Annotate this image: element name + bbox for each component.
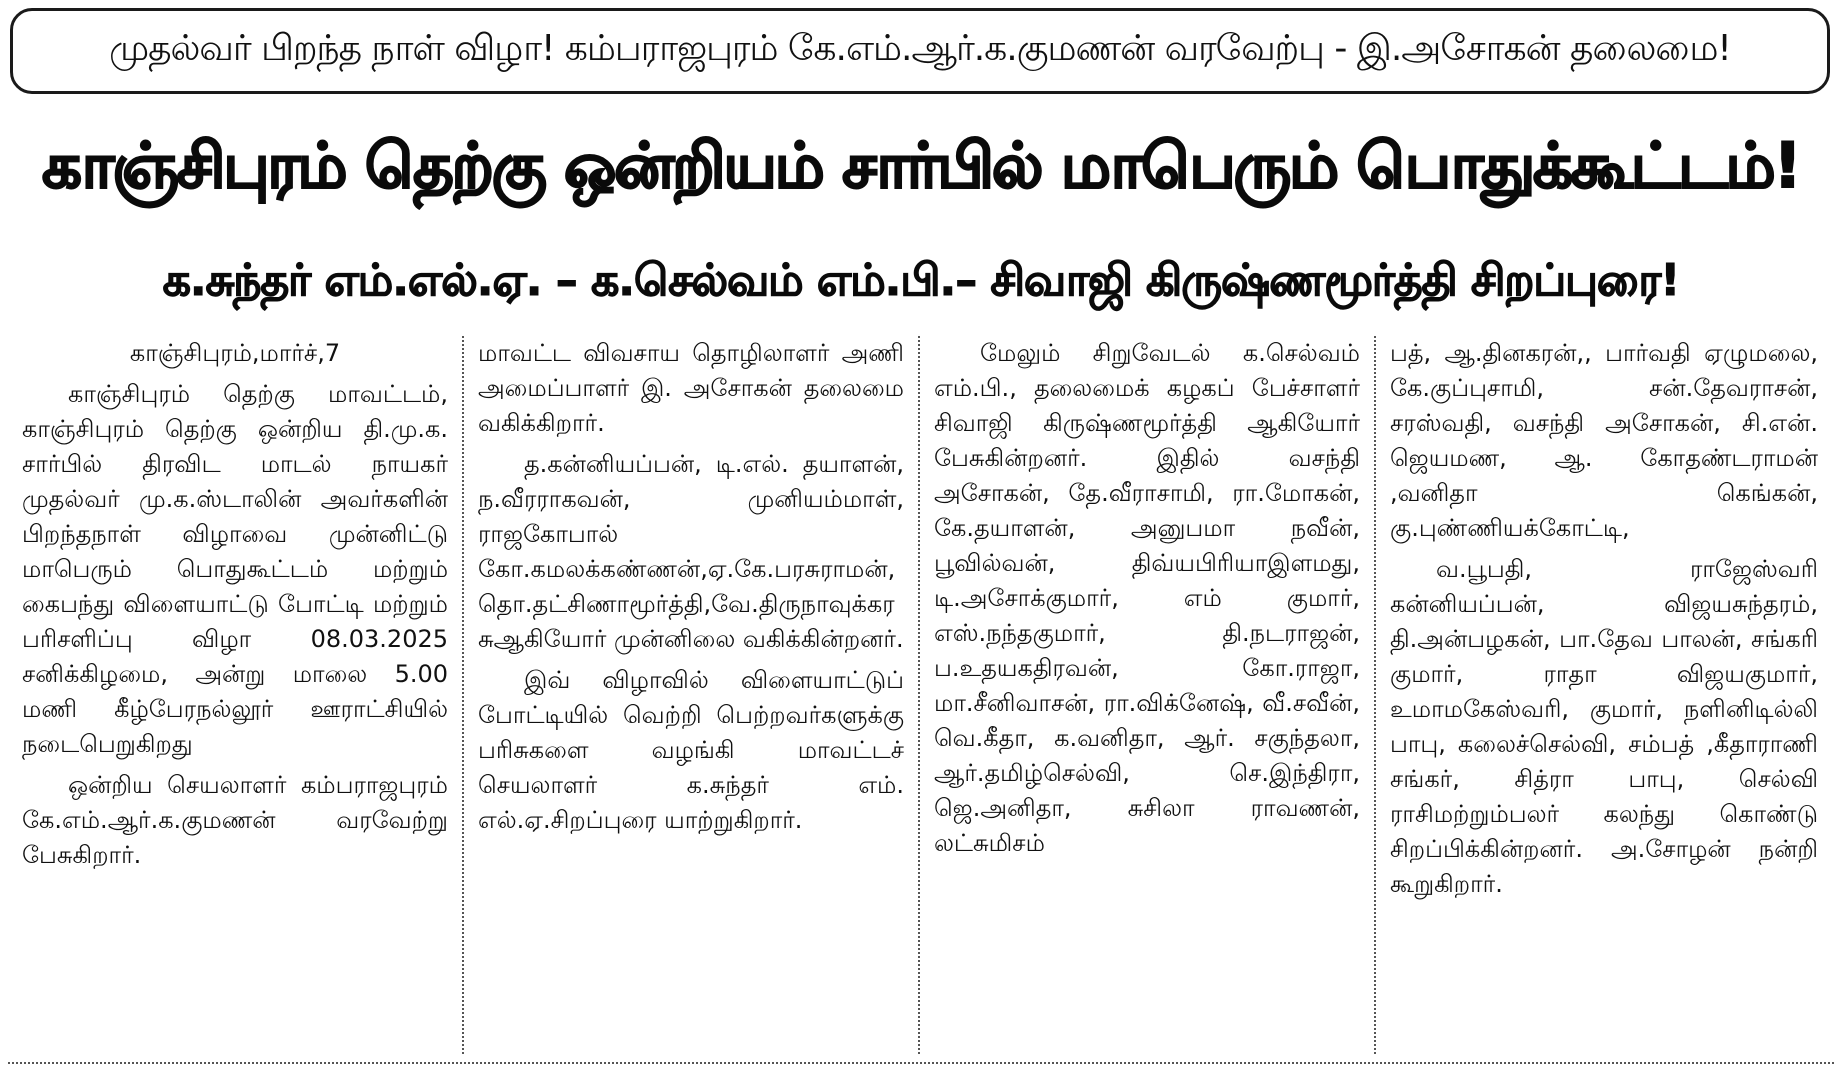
paragraph: த.கன்னியப்பன், டி.எல். தயாளன், ந.வீரராகவன், முனியம்மாள், ராஜகோபால் கோ.கமலக்கண்ணன்,ஏ.கே.பரசுராமன்,தொ.தட்சிணாமூர்த்தி,வே.திருநாவுக்கரசுஆகியோர் முன்னிலை வகிக்கின்றனர். bbox=[478, 450, 904, 653]
paragraph: மாவட்ட விவசாய தொழிலாளர் அணி அமைப்பாளர் இ. அசோகன் தலைமை வகிக்கிறார். bbox=[478, 339, 904, 437]
subheadline-text: க.சுந்தர் எம்.எல்.ஏ. – க.செல்வம் எம்.பி.– சிவாஜி கிருஷ்ணமூர்த்தி சிறப்புரை! bbox=[162, 254, 1680, 306]
column-1 bbox=[8, 336, 464, 1054]
subheadline bbox=[0, 238, 1842, 328]
column-4 bbox=[1376, 336, 1832, 1054]
bottom-divider bbox=[8, 1062, 1834, 1064]
column-3 bbox=[920, 336, 1376, 1054]
paragraph: மேலும் சிறுவேடல் க.செல்வம் எம்.பி., தலைமைக் கழகப் பேச்சாளர் சிவாஜி கிருஷ்ணமூர்த்தி ஆகியோர் பேசுகின்றனர். இதில் வசந்தி அசோகன், தே.வீராசாமி, ரா.மோகன், கே.தயாளன், அனுபமா நவீன், பூவில்வன், திவ்யபிரியாஇளமது, டி.அசோக்குமார், எம் குமார், எஸ்.நந்தகுமார், தி.நடராஜன், ப.உதயகதிரவன், கோ.ராஜா, மா.சீனிவாசன், ரா.விக்னேஷ், வீ.சவீன், வெ.கீதா, க.வனிதா, ஆர். சகுந்தலா, ஆர்.தமிழ்செல்வி, செ.இந்திரா, ஜெ.அனிதா, சுசிலா ராவணன், லட்சுமிசம் bbox=[934, 339, 1360, 857]
headline bbox=[0, 110, 1842, 230]
kicker-text: முதல்வர் பிறந்த நாள் விழா! கம்பராஜபுரம் கே.எம்.ஆர்.க.குமணன் வரவேற்பு - இ.அசோகன் தலைமை! bbox=[109, 28, 1731, 69]
paragraph: வ.பூபதி, ராஜேஸ்வரி கன்னியப்பன், விஜயசுந்தரம், தி.அன்பழகன், பா.தேவ பாலன், சங்கரி குமார், ராதா விஜயகுமார், உமாமகேஸ்வரி, குமார், நளினிடில்லி பாபு, கலைச்செல்வி, சம்பத் ,கீதாராணி சங்கர், சித்ரா பாபு, செல்வி ராசிமற்றும்பலர் கலந்து கொண்டு சிறப்பிக்கின்றனர். அ.சோழன் நன்றி கூறுகிறார். bbox=[1390, 555, 1818, 898]
paragraph: இவ் விழாவில் விளையாட்டுப் போட்டியில் வெற்றி பெற்றவர்களுக்கு பரிசுகளை வழங்கி மாவட்டச் செயலாளர் க.சுந்தர் எம். எல்.ஏ.சிறப்புரை யாற்றுகிறார். bbox=[478, 666, 904, 834]
column-2 bbox=[464, 336, 920, 1054]
dateline: காஞ்சிபுரம்,மார்ச்,7 bbox=[129, 339, 341, 367]
kicker-banner bbox=[10, 8, 1830, 94]
headline-text: காஞ்சிபுரம் தெற்கு ஒன்றியம் சார்பில் மாபெரும் பொதுக்கூட்டம்! bbox=[42, 129, 1800, 202]
paragraph: ஒன்றிய செயலாளர் கம்பராஜபுரம் கே.எம்.ஆர்.க.குமணன் வரவேற்று பேசுகிறார். bbox=[22, 771, 448, 869]
article-body bbox=[8, 336, 1834, 1054]
paragraph: காஞ்சிபுரம் தெற்கு மாவட்டம், காஞ்சிபுரம் தெற்கு ஒன்றிய தி.மு.க. சார்பில் திரவிட மாடல் நாயகர் முதல்வர் மு.க.ஸ்டாலின் அவர்களின் பிறந்தநாள் விழாவை முன்னிட்டு மாபெரும் பொதுகூட்டம் மற்றும் கைபந்து விளையாட்டு போட்டி மற்றும் பரிசளிப்பு விழா 08.03.2025 சனிக்கிழமை, அன்று மாலை 5.00 மணி கீழ்பேரநல்லூர் ஊராட்சியில் நடைபெறுகிறது bbox=[22, 380, 448, 758]
paragraph: பத், ஆ.தினகரன்,, பார்வதி ஏழுமலை, கே.குப்புசாமி, சன்.தேவராசன், சரஸ்வதி, வசந்தி அசோகன், சி.என். ஜெயமண, ஆ. கோதண்டராமன் ,வனிதா கெங்கன், கு.புண்ணியக்கோட்டி, bbox=[1390, 339, 1818, 542]
